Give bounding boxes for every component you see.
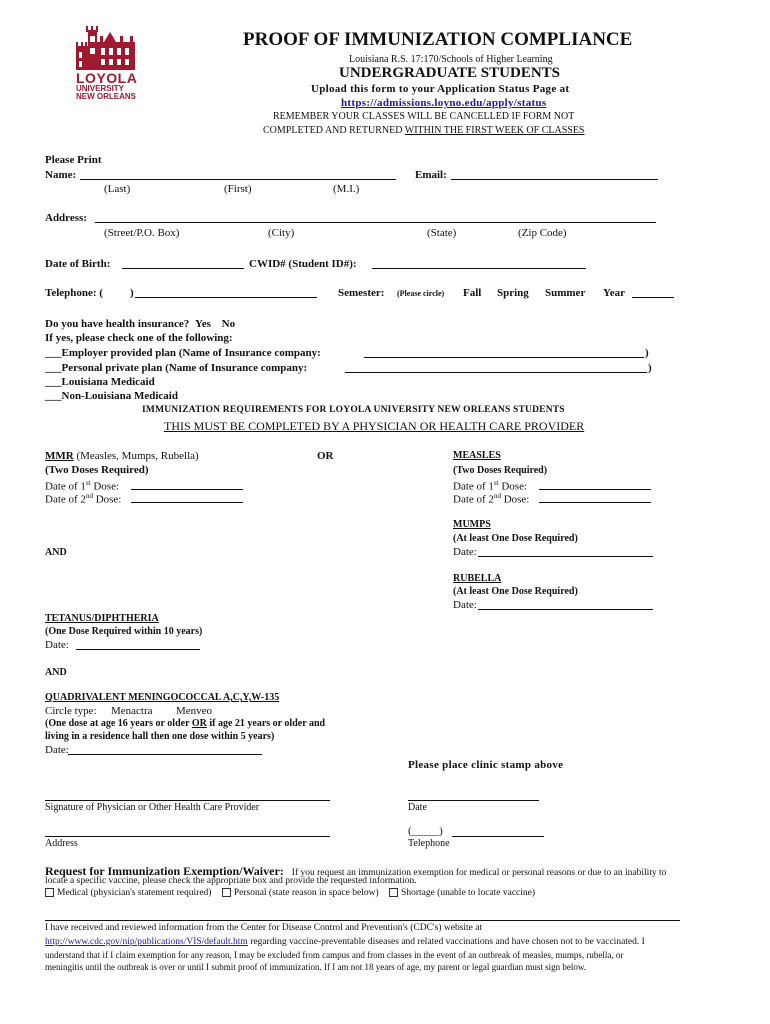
street-caption: (Street/P.O. Box)	[104, 227, 180, 239]
address-field[interactable]	[95, 212, 656, 223]
logo-line1: LOYOLA	[76, 70, 138, 86]
exemption-options	[45, 888, 535, 898]
telephone-field[interactable]	[135, 287, 317, 298]
exemption-reason-line[interactable]	[45, 920, 680, 921]
semester-spring[interactable]: Spring	[497, 287, 529, 299]
employer-close: )	[645, 347, 649, 359]
building-crest-icon	[70, 24, 146, 72]
meningococcal-note1: (One dose at age 16 years or older OR if age 21 years or older and	[45, 718, 326, 729]
telephone-label: Telephone: (	[45, 287, 103, 299]
provider-telephone-caption: Telephone	[408, 838, 450, 849]
name-field[interactable]	[80, 169, 396, 180]
semester-summer[interactable]: Summer	[545, 287, 586, 299]
cwid-label: CWID# (Student ID#):	[249, 258, 357, 270]
signature-date-line[interactable]	[408, 800, 539, 801]
circle-type-label: Circle type:	[45, 705, 97, 717]
mmr-heading: MMR (Measles, Mumps, Rubella)	[45, 450, 199, 462]
and-label-1: AND	[45, 547, 67, 558]
employer-plan-option[interactable]: ___Employer provided plan (Name of Insurance company:	[45, 347, 321, 359]
shortage-checkbox[interactable]	[389, 888, 398, 897]
tetanus-date-label: Date:	[45, 639, 69, 651]
please-circle-note: (Please circle)	[397, 289, 445, 298]
cdc-statement-line3: understand that if I claim exemption for any reason, I may be excluded from campus and from classes in the event of an outbreak of measles, mumps, rubella, or	[45, 950, 624, 960]
rubella-date-field[interactable]	[478, 599, 653, 610]
warning-line2: COMPLETED AND RETURNED WITHIN THE FIRST WEEK OF CLASSES	[263, 125, 585, 136]
insurance-yes[interactable]: Yes	[195, 318, 211, 330]
mumps-date-label: Date:	[453, 546, 477, 558]
meningococcal-date-field[interactable]	[68, 744, 262, 755]
form-subtitle: Louisiana R.S. 17:170/Schools of Higher Learning	[349, 54, 553, 65]
la-medicaid-option[interactable]: ___Louisiana Medicaid	[45, 376, 155, 388]
menactra-option[interactable]: Menactra	[111, 705, 153, 717]
medical-checkbox[interactable]	[45, 888, 54, 897]
meningococcal-date-label: Date:	[45, 744, 69, 756]
measles-dose1-label: Date of 1st Dose:	[453, 479, 528, 493]
email-label: Email:	[415, 169, 447, 181]
rubella-heading: RUBELLA	[453, 573, 502, 584]
mumps-heading: MUMPS	[453, 519, 491, 530]
insurance-question: Do you have health insurance? Yes No	[45, 318, 236, 330]
first-caption: (First)	[224, 183, 252, 195]
provider-address-line[interactable]	[45, 836, 330, 837]
exemption-line2: locate a specific vaccine, please check the appropriate box and provide the requested information.	[45, 876, 417, 886]
requirements-heading: IMMUNIZATION REQUIREMENTS FOR LOYOLA UNIVERSITY NEW ORLEANS STUDENTS	[142, 405, 565, 415]
personal-exemption-option[interactable]: Personal (state reason in space below)	[222, 888, 379, 898]
cdc-link[interactable]: http://www.cdc.gov/nip/publications/VIS/default.htm	[45, 937, 248, 947]
year-label: Year	[603, 287, 625, 299]
private-plan-option[interactable]: ___Personal private plan (Name of Insurance company:	[45, 362, 308, 374]
tetanus-doses: (One Dose Required within 10 years)	[45, 626, 203, 637]
rubella-doses: (At least One Dose Required)	[453, 586, 578, 597]
address-label: Address:	[45, 212, 87, 224]
measles-dose2-label: Date of 2nd Dose:	[453, 492, 530, 506]
last-caption: (Last)	[104, 183, 131, 195]
requirements-subheading: THIS MUST BE COMPLETED BY A PHYSICIAN OR HEALTH CARE PROVIDER	[164, 419, 585, 433]
medical-exemption-option[interactable]: Medical (physician's statement required)	[45, 888, 211, 898]
year-field[interactable]	[632, 287, 674, 298]
signature-date-caption: Date	[408, 802, 427, 813]
city-caption: (City)	[268, 227, 295, 239]
rubella-date-label: Date:	[453, 599, 477, 611]
cdc-statement-line1: I have received and reviewed information from the Center for Disease Control and Prevention's (CDC's) website at	[45, 923, 483, 933]
state-caption: (State)	[427, 227, 457, 239]
cdc-statement-line4: meningitis until the outbreak is over or until I submit proof of immunization. If I am not 18 years of age, my parent or legal guardian must sign below.	[45, 962, 587, 972]
exemption-title: Request for Immunization Exemption/Waiver:	[45, 864, 284, 878]
loyola-logo	[68, 24, 148, 101]
dob-field[interactable]	[122, 258, 244, 269]
logo-line3: NEW ORLEANS	[76, 92, 136, 101]
zip-caption: (Zip Code)	[518, 227, 567, 239]
and-label-2: AND	[45, 667, 67, 678]
exemption-line1: Request for Immunization Exemption/Waiver: If you request an immunization exemption for medical or personal reasons or due to an inability to	[45, 864, 667, 878]
measles-doses: (Two Doses Required)	[453, 465, 548, 476]
meningococcal-heading: QUADRIVALENT MENINGOCOCCAL A,C,Y,W-135	[45, 692, 280, 703]
shortage-exemption-option[interactable]: Shortage (unable to locate vaccine)	[389, 888, 535, 898]
mi-caption: (M.I.)	[333, 183, 360, 195]
tetanus-heading: TETANUS/DIPHTHERIA	[45, 613, 159, 624]
name-label: Name:	[45, 169, 77, 181]
insurance-if-yes: If yes, please check one of the following:	[45, 332, 233, 344]
provider-phone-paren: (_____)	[408, 825, 443, 837]
warning-line1: REMEMBER YOUR CLASSES WILL BE CANCELLED IF FORM NOT	[273, 111, 575, 122]
upload-instruction: Upload this form to your Application Status Page at	[311, 83, 570, 95]
cwid-field[interactable]	[372, 258, 586, 269]
semester-label: Semester:	[338, 287, 385, 299]
employer-company-field[interactable]	[364, 347, 644, 358]
form-title: PROOF OF IMMUNIZATION COMPLIANCE	[243, 29, 633, 50]
mmr-dose1-label: Date of 1st Dose:	[45, 479, 120, 493]
private-company-field[interactable]	[345, 362, 647, 373]
meningococcal-note2: living in a residence hall then one dose within 5 years)	[45, 731, 275, 742]
mumps-date-field[interactable]	[478, 546, 653, 557]
tetanus-date-field[interactable]	[76, 639, 200, 650]
personal-checkbox[interactable]	[222, 888, 231, 897]
non-la-medicaid-option[interactable]: ___Non-Louisiana Medicaid	[45, 390, 178, 402]
dob-label: Date of Birth:	[45, 258, 111, 270]
mmr-doses: (Two Doses Required)	[45, 464, 149, 476]
measles-dose1-field[interactable]	[539, 479, 651, 490]
measles-dose2-field[interactable]	[539, 492, 651, 503]
mmr-dose1-field[interactable]	[131, 479, 243, 490]
telephone-close: )	[130, 287, 134, 299]
or-label: OR	[317, 450, 334, 462]
insurance-no[interactable]: No	[221, 318, 236, 330]
physician-signature-caption: Signature of Physician or Other Health Care Provider	[45, 802, 260, 813]
measles-heading: MEASLES	[453, 450, 501, 461]
menveo-option[interactable]: Menveo	[176, 705, 213, 717]
audience-heading: UNDERGRADUATE STUDENTS	[339, 65, 561, 81]
private-close: )	[648, 362, 652, 374]
mmr-dose2-field[interactable]	[131, 492, 243, 503]
email-field[interactable]	[451, 169, 658, 180]
mumps-doses: (At least One Dose Required)	[453, 533, 578, 544]
please-print-label: Please Print	[45, 154, 102, 166]
provider-address-caption: Address	[45, 838, 78, 849]
logo-line2: UNIVERSITY	[76, 84, 125, 93]
semester-fall[interactable]: Fall	[463, 287, 482, 299]
provider-telephone-line[interactable]	[452, 836, 544, 837]
clinic-stamp-note: Please place clinic stamp above	[408, 759, 564, 771]
cdc-statement-line2: http://www.cdc.gov/nip/publications/VIS/default.htm regarding vaccine-preventable diseases and related vaccinations and have chosen not to be vaccinated. I	[45, 937, 645, 947]
mmr-dose2-label: Date of 2nd Dose:	[45, 492, 122, 506]
physician-signature-line[interactable]	[45, 800, 330, 801]
upload-link[interactable]: https://admissions.loyno.edu/apply/status	[341, 97, 547, 109]
